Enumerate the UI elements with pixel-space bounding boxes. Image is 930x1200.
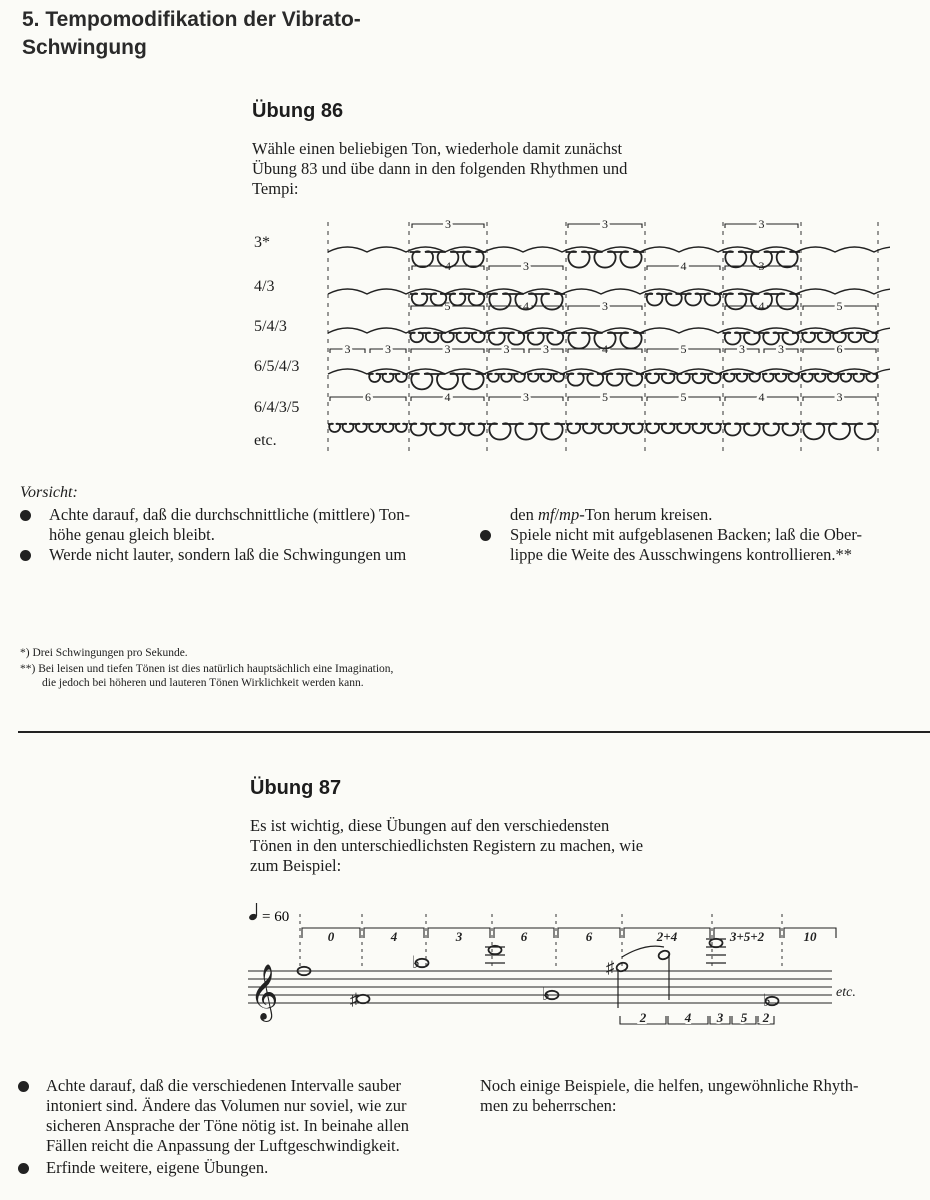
tuplet-number: 3	[602, 218, 608, 231]
caution-item-3	[510, 525, 930, 565]
tuplet-number: 3	[523, 390, 529, 404]
tuplet-number: 6	[365, 390, 371, 404]
tuplet-number: 3	[836, 390, 843, 404]
vibrato-loops	[645, 293, 722, 305]
bottom-right-line: Noch einige Beispiele, die helfen, ungewöhnliche Rhyth-	[480, 1076, 859, 1095]
tuplet-number: 3	[602, 299, 608, 313]
exercise-86-title: Übung 86	[252, 100, 344, 122]
rhythm-number: 0	[327, 929, 335, 944]
rhythm-number: 2+4	[656, 929, 678, 944]
footnote-2-line2: die jedoch bei höheren und lauteren Tönen Wirklichkeit werden kann.	[42, 677, 364, 689]
rhythm-number: 10	[803, 929, 817, 944]
rhythm-label: etc.	[254, 432, 277, 449]
tuplet-number: 3	[739, 342, 745, 356]
section-title	[22, 6, 361, 62]
bullet-dot	[20, 550, 31, 561]
bullet-dot	[18, 1163, 29, 1174]
bottom-item-line: Fällen reicht die Anpassung der Luftgeschwindigkeit.	[46, 1136, 400, 1155]
exercise-87-text-line: Tönen in den unterschiedlichsten Registern zu machen, wie	[250, 836, 644, 855]
tuplet-number: 4	[758, 299, 765, 313]
tuplet-number: 3	[523, 259, 529, 273]
dynamic-mark: mf	[537, 505, 555, 524]
tie	[622, 946, 664, 957]
vibrato-loops	[566, 251, 644, 267]
rhythm-label: 5/4/3	[254, 318, 287, 335]
rhythm-number: 3	[716, 1010, 724, 1025]
bottom-item-line: Achte darauf, daß die verschiedenen Intervalle sauber	[46, 1076, 402, 1095]
bottom-item-line: intoniert sind. Ändere das Volumen nur soviel, wie zur	[46, 1096, 407, 1115]
tempo-mark	[248, 903, 289, 925]
vibrato-loops	[368, 374, 408, 382]
caution-heading: Vorsicht:	[20, 484, 78, 501]
tuplet-number: 5	[836, 299, 843, 313]
exercise-86-text	[252, 139, 712, 199]
exercise-87-title: Übung 87	[250, 777, 342, 799]
rhythm-label: 6/5/4/3	[254, 358, 300, 375]
tuplet-number: 3	[543, 342, 549, 356]
caution-item-1	[49, 505, 469, 545]
half-notes	[615, 949, 670, 972]
caution-item-line: Achte darauf, daß die durchschnittliche (mittlere) Ton-	[49, 505, 410, 524]
tuplet-number: 4	[444, 390, 451, 404]
caution-item-2-continued	[510, 505, 712, 525]
section-title-line1: 5. Tempomodifikation der Vibrato-	[22, 8, 361, 31]
tuplet-labels	[345, 218, 843, 404]
vibrato-loops	[762, 374, 800, 382]
vibrato-loops	[723, 423, 800, 435]
vibrato-loops	[566, 424, 644, 434]
sharp-icon: ♯	[606, 958, 615, 977]
bottom-item-2	[46, 1158, 471, 1178]
bottom-item-1	[46, 1076, 471, 1156]
tempo-value: = 60	[262, 909, 290, 925]
caution-item-line: höhe genau gleich bleibt.	[49, 525, 215, 544]
bottom-item-line: sicheren Ansprache der Töne nötig ist. In beinahe allen	[46, 1116, 410, 1135]
tuplet-number: 4	[758, 390, 765, 404]
bottom-right-line: men zu beherrschen:	[480, 1096, 617, 1115]
tuplet-number: 5	[680, 342, 687, 356]
rhythm-number: 2	[762, 1010, 770, 1025]
text-fragment: -Ton herum kreisen.	[579, 505, 713, 524]
dynamic-mark: mp	[559, 505, 580, 524]
caution-item-line: Spiele nicht mit aufgeblasenen Backen; laß die Ober-	[510, 525, 863, 544]
rhythm-label: 6/4/3/5	[254, 399, 300, 416]
vibrato-loops	[723, 374, 761, 382]
tuplet-number: 3	[445, 218, 451, 231]
tuplet-number: 3	[758, 259, 765, 273]
vibrato-loops	[409, 333, 486, 343]
rhythm-number: 4	[684, 1010, 692, 1025]
vibrato-loops	[527, 374, 565, 382]
tuplet-number: 4	[602, 342, 608, 356]
tuplet-number: 3	[344, 342, 351, 356]
text-fragment: den	[510, 505, 538, 524]
vibrato-loops	[409, 373, 486, 389]
exercise-87-text	[250, 816, 710, 876]
accidentals	[350, 953, 771, 1010]
vibrato-loops	[487, 423, 565, 439]
treble-clef-icon: 𝄞	[250, 966, 279, 1019]
tuplet-number: 5	[444, 299, 451, 313]
section-title-line2: Schwingung	[22, 36, 147, 59]
rhythm-number: 6	[585, 929, 593, 944]
vibrato-loops	[723, 332, 800, 344]
bullet-dot	[480, 530, 491, 541]
tuplet-number: 3	[503, 342, 510, 356]
vibrato-loops	[566, 373, 644, 385]
vibrato-loops	[801, 374, 878, 382]
exercise-86-text-line: Tempi:	[252, 179, 299, 198]
footnote-1: *) Drei Schwingungen pro Sekunde.	[20, 647, 188, 659]
caution-item-line: lippe die Weite des Ausschwingens kontrollieren.**	[510, 545, 853, 564]
vibrato-loops	[801, 423, 878, 439]
rhythm-number: 5	[740, 1010, 748, 1025]
rhythm-label: 4/3	[254, 278, 275, 295]
tuplet-number: 3	[778, 342, 784, 356]
flat-icon: ♭	[412, 953, 421, 972]
vibrato-loops	[487, 374, 526, 382]
tuplet-number: 5	[680, 390, 687, 404]
beat-dividers	[300, 914, 782, 966]
top-bracket-labels	[328, 929, 817, 944]
tuplet-number: 6	[836, 342, 843, 356]
tuplet-number: 4	[680, 259, 687, 273]
bullet-dot	[18, 1081, 29, 1092]
staff-lines	[248, 971, 832, 1003]
vibrato-rhythm-diagram	[320, 218, 890, 458]
vibrato-curves	[328, 247, 890, 440]
exercise-87-text-line: zum Beispiel:	[250, 856, 342, 875]
section-divider	[18, 731, 930, 733]
tuplet-number: 5	[602, 390, 608, 404]
bottom-right-text	[480, 1076, 920, 1116]
tuplet-number: 3	[385, 342, 391, 356]
rhythm-label: 3*	[254, 234, 270, 251]
tuplet-number: 3	[444, 342, 451, 356]
caution-item-line: Werde nicht lauter, sondern laß die Schwingungen um	[49, 545, 407, 564]
tuplet-number: 4	[445, 259, 451, 273]
sharp-icon: ♯	[350, 990, 359, 1009]
vibrato-loops	[645, 374, 722, 384]
exercise-87-text-line: Es ist wichtig, diese Übungen auf den verschiedensten	[250, 816, 610, 835]
etc-label: etc.	[836, 985, 856, 1000]
vibrato-loops	[328, 424, 408, 432]
rhythm-number: 3+5+2	[729, 929, 765, 944]
note-whole	[710, 939, 723, 947]
bottom-item-line: Erfinde weitere, eigene Übungen.	[46, 1158, 269, 1177]
music-score	[240, 900, 880, 1040]
tuplet-number: 3	[758, 218, 765, 231]
flat-icon: ♭	[763, 991, 772, 1010]
bottom-bracket-labels	[639, 1010, 770, 1025]
text-fragment: /	[554, 505, 560, 524]
exercise-86-text-line: Übung 83 und übe dann in den folgenden Rhythmen und	[252, 159, 628, 178]
note-stems	[618, 954, 669, 1008]
vibrato-loops	[645, 424, 722, 434]
rhythm-number: 4	[390, 929, 398, 944]
bullet-dot	[20, 510, 31, 521]
tuplet-number: 4	[523, 299, 529, 313]
exercise-86-text-line: Wähle einen beliebigen Ton, wiederhole damit zunächst	[252, 139, 623, 158]
vibrato-loops	[487, 332, 565, 344]
footnote-2-line1: **) Bei leisen und tiefen Tönen ist dies natürlich hauptsächlich eine Imagination,	[20, 663, 394, 675]
vibrato-loops	[409, 423, 486, 435]
rhythm-number: 2	[639, 1010, 647, 1025]
caution-item-2	[49, 545, 469, 565]
rhythm-number: 6	[520, 929, 528, 944]
vibrato-loops	[801, 333, 878, 343]
flat-icon: ♭	[542, 985, 551, 1004]
rhythm-number: 3	[455, 929, 463, 944]
